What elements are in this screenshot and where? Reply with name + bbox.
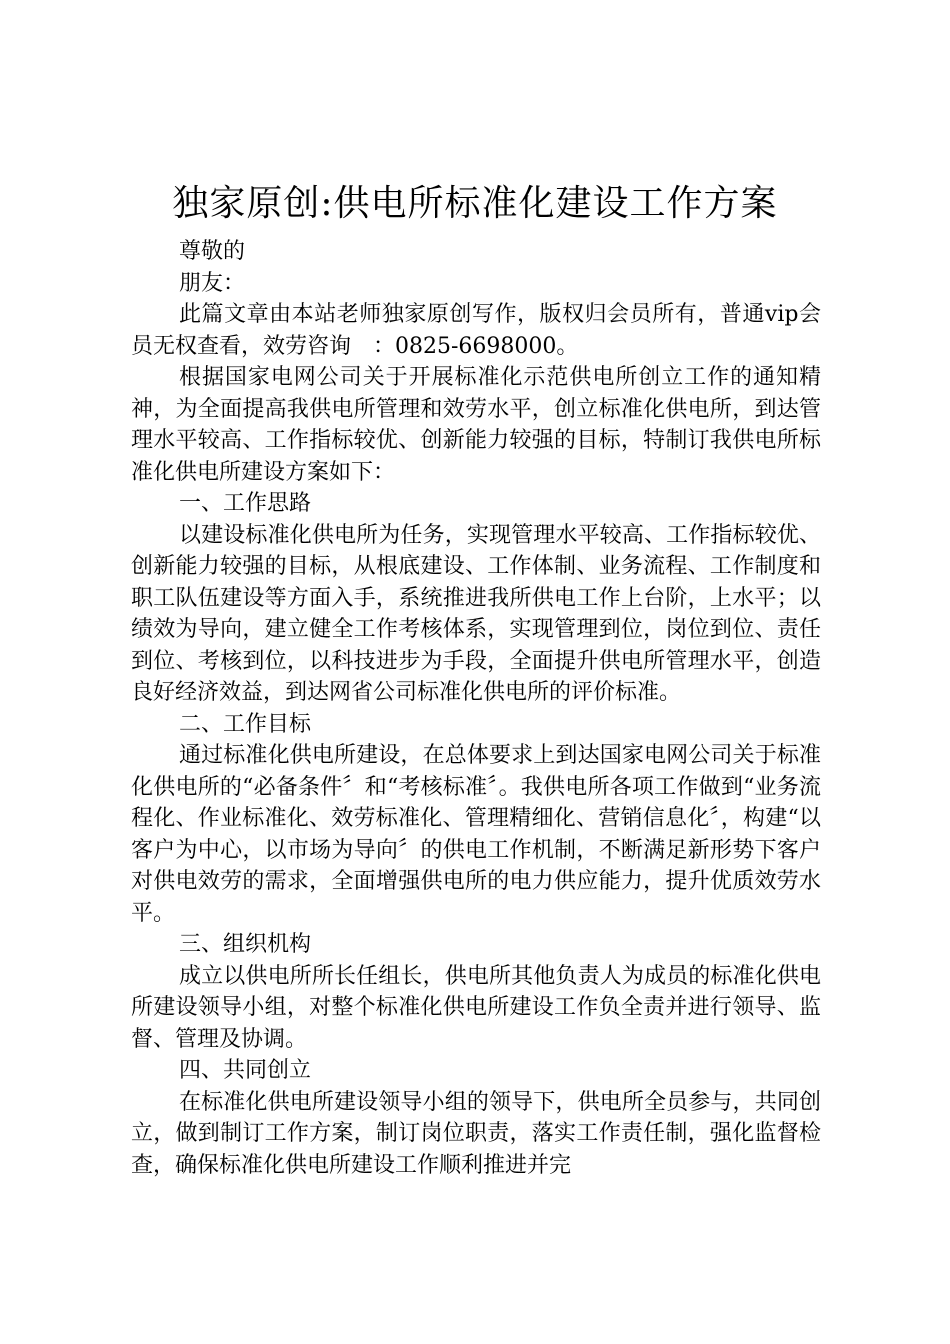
section-heading-3: 三、组织机构 bbox=[179, 932, 312, 957]
copyright-notice: 此篇文章由本站老师独家原创写作，版权归会员所有，普通vip会员无权查看，效劳咨询 ：0825-6698000。 bbox=[131, 302, 821, 359]
section-heading-1: 一、工作思路 bbox=[179, 491, 312, 516]
section-paragraph-4: 在标准化供电所建设领导小组的领导下，供电所全员参与，共同创立，做到制订工作方案，制订岗位职责，落实工作责任制，强化监督检查，确保标准化供电所建设工作顺利推进并完 bbox=[131, 1089, 821, 1178]
section-paragraph-3: 成立以供电所所长任组长，供电所其他负责人为成员的标准化供电所建设领导小组，对整个标准化供电所建设工作负全责并进行领导、监督、管理及协调。 bbox=[131, 963, 821, 1052]
section-paragraph-2: 通过标准化供电所建设，在总体要求上到达国家电网公司关于标准化供电所的“必备条件〞和“考核标准〞。我供电所各项工作做到“业务流程化、作业标准化、效劳标准化、管理精细化、营销信息化〞，构建“以客户为中心，以市场为导向〞的供电工作机制，不断满足新形势下客户对供电效劳的需求，全面增强供电所的电力供应能力，提升优质效劳水平。 bbox=[131, 743, 821, 926]
salutation-line-2: 朋友： bbox=[179, 270, 246, 296]
document-title: 独家原创:供电所标准化建设工作方案 bbox=[172, 183, 778, 224]
section-heading-2: 二、工作目标 bbox=[179, 711, 312, 737]
section-heading-4: 四、共同创立 bbox=[179, 1058, 312, 1083]
document-body bbox=[131, 236, 821, 1181]
intro-paragraph: 根据国家电网公司关于开展标准化示范供电所创立工作的通知精神，为全面提高我供电所管理和效劳水平，创立标准化供电所，到达管理水平较高、工作指标较优、创新能力较强的目标，特制订我供电所标准化供电所建设方案如下： bbox=[131, 365, 821, 485]
section-paragraph-1: 以建设标准化供电所为任务，实现管理水平较高、工作指标较优、创新能力较强的目标，从根底建设、工作体制、业务流程、工作制度和职工队伍建设等方面入手，系统推进我所供电工作上台阶，上水平；以绩效为导向，建立健全工作考核体系，实现管理到位，岗位到位、责任到位、考核到位，以科技进步为手段，全面提升供电所管理水平，创造良好经济效益，到达网省公司标准化供电所的评价标准。 bbox=[131, 522, 821, 705]
salutation-line-1: 尊敬的 bbox=[179, 239, 246, 264]
